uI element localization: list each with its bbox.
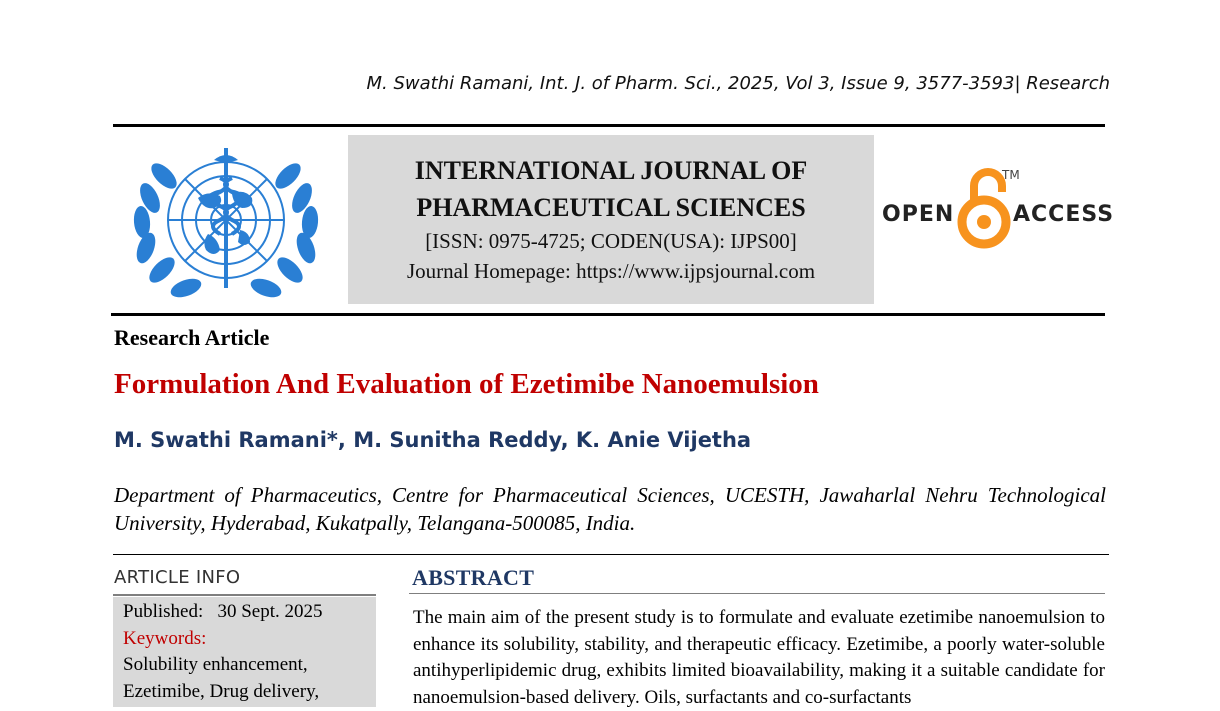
journal-emblem-logo: [128, 138, 324, 306]
published-label: Published:: [123, 601, 204, 622]
article-authors: M. Swathi Ramani*, M. Sunitha Reddy, K. Anie Vijetha: [114, 428, 752, 452]
header-bottom-rule: [111, 313, 1105, 316]
article-title: Formulation And Evaluation of Ezetimibe Nanoemulsion: [114, 368, 819, 400]
keywords-line-1: Solubility enhancement,: [123, 654, 308, 675]
abstract-rule: [409, 593, 1105, 594]
published-row: [123, 599, 366, 626]
article-info-rule: [113, 594, 376, 596]
journal-title-line2: PHARMACEUTICAL SCIENCES: [416, 193, 806, 222]
open-access-open-text: OPEN: [882, 202, 955, 227]
keywords-line-2: Ezetimibe, Drug delivery,: [123, 680, 320, 702]
article-info-box: [113, 597, 376, 707]
article-type-label: Research Article: [114, 325, 270, 350]
article-info-heading: ARTICLE INFO: [114, 567, 241, 588]
abstract-heading: ABSTRACT: [412, 565, 535, 590]
abstract-body: The main aim of the present study is to formulate and evaluate ezetimibe nanoemulsion to enhance its solubility, stability, and therapeutic efficacy. Ezetimibe, a poorly water-soluble antihyperlipidemic drug, exhibits limited bioavailability, making it a suitable candidate for nanoemulsion-based delivery. Oils, surfactants and co-surfactants: [413, 607, 1105, 708]
journal-title-line1: INTERNATIONAL JOURNAL OF: [414, 156, 808, 185]
open-access-badge: [880, 166, 1115, 252]
header-top-rule: [113, 124, 1105, 127]
journal-homepage: Journal Homepage: https://www.ijpsjournal.com: [406, 259, 816, 283]
journal-issn: [ISSN: 0975-4725; CODEN(USA): IJPS00]: [425, 229, 797, 253]
trademark-mark: TM: [1002, 168, 1020, 182]
journal-banner: [348, 135, 874, 304]
open-access-access-text: ACCESS: [1013, 202, 1115, 227]
keywords-label: Keywords:: [123, 627, 207, 649]
published-date: 30 Sept. 2025: [217, 601, 323, 622]
section-divider: [113, 554, 1109, 555]
author-affiliation: Department of Pharmaceutics, Centre for Pharmaceutical Sciences, UCESTH, Jawaharlal Nehru Technological University, Hyderabad, Kukatpally, Telangana-500085, India.: [114, 483, 1106, 535]
running-header: M. Swathi Ramani, Int. J. of Pharm. Sci., 2025, Vol 3, Issue 9, 3577-3593| Research: [366, 73, 1110, 94]
